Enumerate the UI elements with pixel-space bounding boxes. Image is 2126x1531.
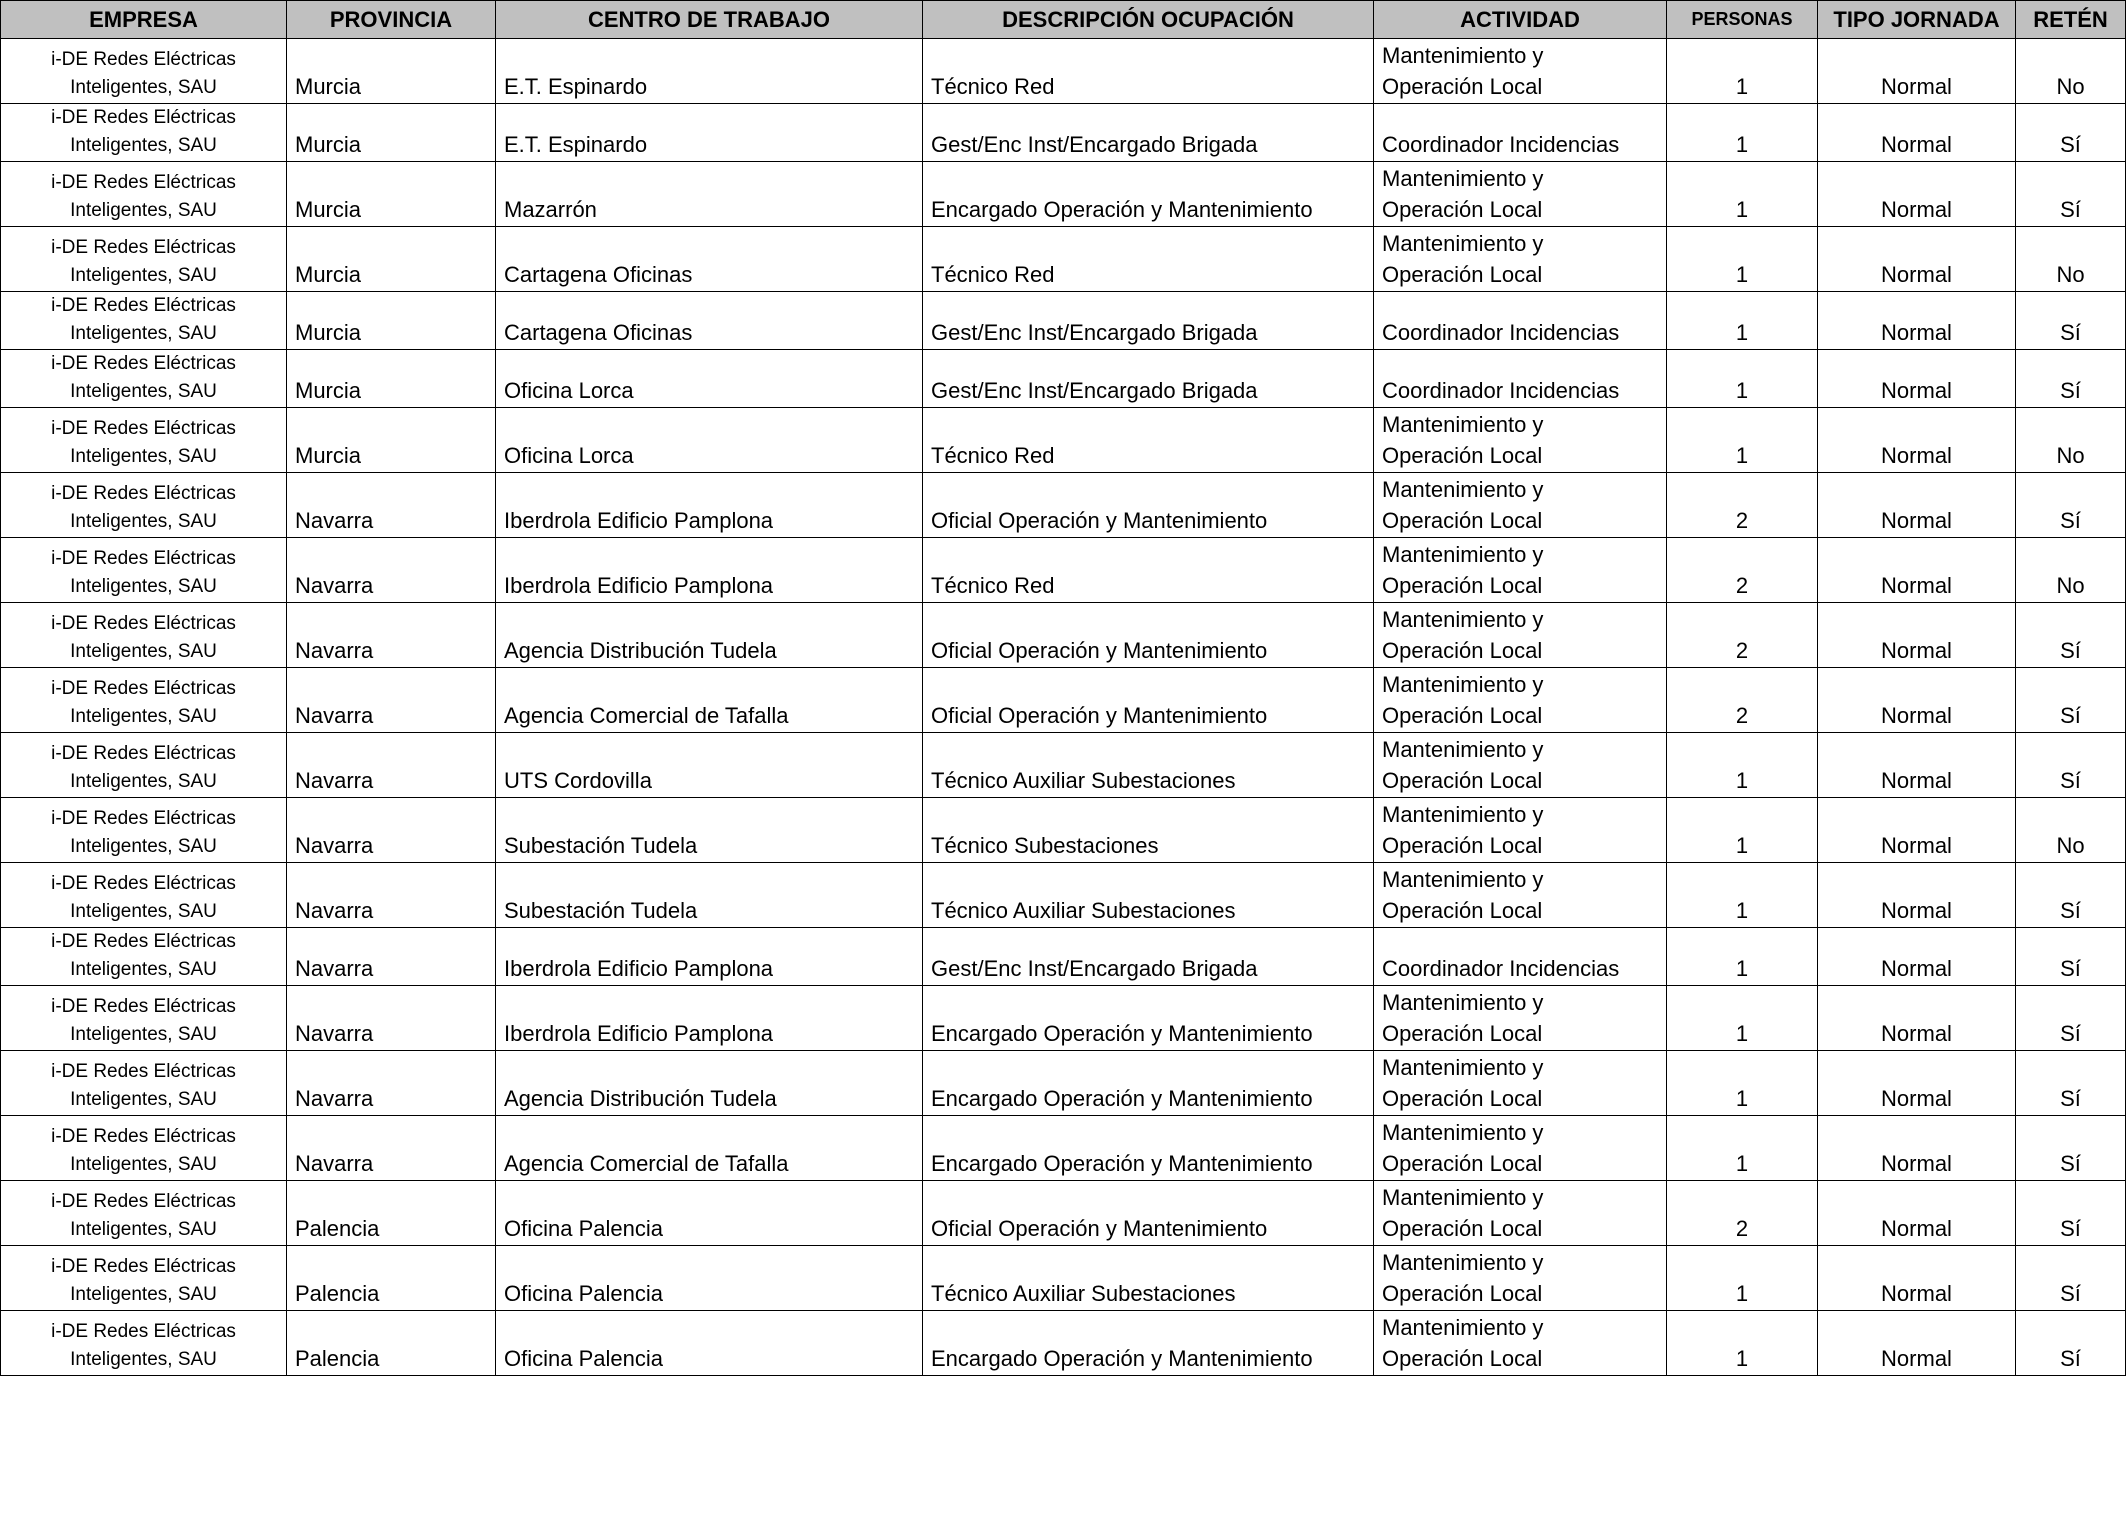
- cell-centro: Iberdrola Edificio Pamplona: [496, 928, 923, 986]
- empresa-line-1: i-DE Redes Eléctricas: [51, 1191, 236, 1212]
- cell-descripcion: Encargado Operación y Mantenimiento: [923, 162, 1374, 227]
- cell-actividad: [1374, 798, 1667, 863]
- cell-actividad: [1374, 538, 1667, 603]
- actividad-line-2: Operación Local: [1382, 1216, 1543, 1241]
- actividad-line-2: Operación Local: [1382, 508, 1543, 533]
- empresa-line-1: i-DE Redes Eléctricas: [51, 237, 236, 258]
- empresa-line-2: Inteligentes, SAU: [70, 959, 217, 980]
- cell-empresa: [1, 603, 287, 668]
- cell-actividad: [1374, 668, 1667, 733]
- cell-jornada: Normal: [1818, 603, 2016, 668]
- cell-centro: Cartagena Oficinas: [496, 292, 923, 350]
- cell-actividad: [1374, 603, 1667, 668]
- cell-actividad: [1374, 39, 1667, 104]
- actividad-line-1: Mantenimiento y: [1382, 1250, 1544, 1275]
- cell-centro: Iberdrola Edificio Pamplona: [496, 986, 923, 1051]
- cell-actividad: [1374, 1246, 1667, 1311]
- cell-actividad: [1374, 1116, 1667, 1181]
- cell-provincia: Navarra: [287, 668, 496, 733]
- cell-descripcion: Técnico Subestaciones: [923, 798, 1374, 863]
- actividad-line-1: Mantenimiento y: [1382, 477, 1544, 502]
- actividad-line-2: Operación Local: [1382, 703, 1543, 728]
- cell-empresa: [1, 798, 287, 863]
- actividad-line-2: Operación Local: [1382, 1021, 1543, 1046]
- empresa-line-1: i-DE Redes Eléctricas: [51, 678, 236, 699]
- actividad-line-2: Coordinador Incidencias: [1382, 320, 1620, 345]
- cell-personas: 1: [1667, 798, 1818, 863]
- actividad-line-2: Operación Local: [1382, 768, 1543, 793]
- cell-reten: Sí: [2016, 292, 2126, 350]
- cell-reten: No: [2016, 538, 2126, 603]
- empresa-line-2: Inteligentes, SAU: [70, 1284, 217, 1305]
- cell-provincia: Murcia: [287, 104, 496, 162]
- actividad-line-2: Operación Local: [1382, 1281, 1543, 1306]
- actividad-line-1: Mantenimiento y: [1382, 737, 1544, 762]
- cell-empresa: [1, 162, 287, 227]
- empresa-line-2: Inteligentes, SAU: [70, 381, 217, 402]
- cell-provincia: Navarra: [287, 986, 496, 1051]
- empresa-line-2: Inteligentes, SAU: [70, 1024, 217, 1045]
- cell-actividad: [1374, 928, 1667, 986]
- empresa-line-2: Inteligentes, SAU: [70, 641, 217, 662]
- cell-jornada: Normal: [1818, 350, 2016, 408]
- cell-centro: Mazarrón: [496, 162, 923, 227]
- actividad-line-1: Mantenimiento y: [1382, 231, 1544, 256]
- cell-reten: No: [2016, 408, 2126, 473]
- cell-personas: 2: [1667, 473, 1818, 538]
- actividad-line-2: Operación Local: [1382, 1346, 1543, 1371]
- empresa-line-2: Inteligentes, SAU: [70, 323, 217, 344]
- cell-jornada: Normal: [1818, 473, 2016, 538]
- actividad-line-2: Coordinador Incidencias: [1382, 956, 1620, 981]
- empresa-line-2: Inteligentes, SAU: [70, 1219, 217, 1240]
- cell-reten: Sí: [2016, 1116, 2126, 1181]
- cell-descripcion: Técnico Auxiliar Subestaciones: [923, 863, 1374, 928]
- cell-empresa: [1, 863, 287, 928]
- cell-personas: 1: [1667, 863, 1818, 928]
- empresa-line-2: Inteligentes, SAU: [70, 1349, 217, 1370]
- cell-personas: 1: [1667, 162, 1818, 227]
- cell-personas: 1: [1667, 733, 1818, 798]
- actividad-line-1: Mantenimiento y: [1382, 1055, 1544, 1080]
- cell-reten: Sí: [2016, 928, 2126, 986]
- actividad-line-2: Coordinador Incidencias: [1382, 378, 1620, 403]
- cell-personas: 1: [1667, 1311, 1818, 1376]
- actividad-line-1: Mantenimiento y: [1382, 542, 1544, 567]
- empresa-line-1: i-DE Redes Eléctricas: [51, 743, 236, 764]
- actividad-line-1: Mantenimiento y: [1382, 607, 1544, 632]
- cell-centro: E.T. Espinardo: [496, 104, 923, 162]
- cell-provincia: Navarra: [287, 733, 496, 798]
- header-centro: CENTRO DE TRABAJO: [496, 1, 923, 39]
- empresa-line-1: i-DE Redes Eléctricas: [51, 418, 236, 439]
- empresa-line-1: i-DE Redes Eléctricas: [51, 808, 236, 829]
- cell-reten: Sí: [2016, 350, 2126, 408]
- table-row: [1, 538, 2126, 603]
- cell-reten: Sí: [2016, 1181, 2126, 1246]
- cell-actividad: [1374, 350, 1667, 408]
- cell-empresa: [1, 1181, 287, 1246]
- cell-provincia: Murcia: [287, 408, 496, 473]
- cell-jornada: Normal: [1818, 1116, 2016, 1181]
- cell-centro: Subestación Tudela: [496, 798, 923, 863]
- actividad-line-1: Mantenimiento y: [1382, 867, 1544, 892]
- cell-centro: Agencia Comercial de Tafalla: [496, 1116, 923, 1181]
- cell-empresa: [1, 473, 287, 538]
- cell-reten: Sí: [2016, 162, 2126, 227]
- cell-provincia: Navarra: [287, 928, 496, 986]
- cell-descripcion: Gest/Enc Inst/Encargado Brigada: [923, 104, 1374, 162]
- cell-descripcion: Oficial Operación y Mantenimiento: [923, 473, 1374, 538]
- cell-reten: Sí: [2016, 863, 2126, 928]
- table-row: [1, 603, 2126, 668]
- table-row: [1, 1116, 2126, 1181]
- cell-centro: Oficina Palencia: [496, 1311, 923, 1376]
- table-row: [1, 668, 2126, 733]
- header-reten: RETÉN: [2016, 1, 2126, 39]
- empresa-line-2: Inteligentes, SAU: [70, 135, 217, 156]
- table-row: [1, 733, 2126, 798]
- cell-reten: Sí: [2016, 104, 2126, 162]
- cell-jornada: Normal: [1818, 863, 2016, 928]
- empresa-line-2: Inteligentes, SAU: [70, 77, 217, 98]
- actividad-line-2: Operación Local: [1382, 74, 1543, 99]
- table-row: [1, 408, 2126, 473]
- table-row: [1, 227, 2126, 292]
- table-row: [1, 986, 2126, 1051]
- cell-empresa: [1, 292, 287, 350]
- actividad-line-1: Mantenimiento y: [1382, 672, 1544, 697]
- cell-provincia: Murcia: [287, 39, 496, 104]
- cell-reten: Sí: [2016, 1311, 2126, 1376]
- header-actividad: ACTIVIDAD: [1374, 1, 1667, 39]
- empresa-line-1: i-DE Redes Eléctricas: [51, 613, 236, 634]
- cell-actividad: [1374, 1311, 1667, 1376]
- cell-jornada: Normal: [1818, 227, 2016, 292]
- cell-empresa: [1, 1116, 287, 1181]
- actividad-line-1: Mantenimiento y: [1382, 1120, 1544, 1145]
- empresa-line-1: i-DE Redes Eléctricas: [51, 548, 236, 569]
- empresa-line-2: Inteligentes, SAU: [70, 1089, 217, 1110]
- cell-personas: 2: [1667, 668, 1818, 733]
- actividad-line-2: Operación Local: [1382, 1086, 1543, 1111]
- empresa-line-1: i-DE Redes Eléctricas: [51, 996, 236, 1017]
- cell-centro: E.T. Espinardo: [496, 39, 923, 104]
- cell-descripcion: Técnico Red: [923, 408, 1374, 473]
- cell-descripcion: Técnico Red: [923, 39, 1374, 104]
- cell-personas: 2: [1667, 538, 1818, 603]
- actividad-line-2: Operación Local: [1382, 1151, 1543, 1176]
- empresa-line-1: i-DE Redes Eléctricas: [51, 483, 236, 504]
- header-row: [1, 1, 2126, 39]
- cell-descripcion: Encargado Operación y Mantenimiento: [923, 1311, 1374, 1376]
- table-row: [1, 39, 2126, 104]
- cell-descripcion: Técnico Auxiliar Subestaciones: [923, 733, 1374, 798]
- cell-personas: 1: [1667, 104, 1818, 162]
- cell-personas: 1: [1667, 408, 1818, 473]
- empresa-line-2: Inteligentes, SAU: [70, 836, 217, 857]
- empresa-line-2: Inteligentes, SAU: [70, 265, 217, 286]
- cell-jornada: Normal: [1818, 292, 2016, 350]
- cell-actividad: [1374, 227, 1667, 292]
- cell-reten: No: [2016, 39, 2126, 104]
- cell-provincia: Murcia: [287, 292, 496, 350]
- cell-jornada: Normal: [1818, 798, 2016, 863]
- table-body: [1, 39, 2126, 1376]
- cell-personas: 1: [1667, 39, 1818, 104]
- cell-descripcion: Técnico Red: [923, 538, 1374, 603]
- table-row: [1, 104, 2126, 162]
- cell-centro: Iberdrola Edificio Pamplona: [496, 473, 923, 538]
- cell-centro: Agencia Distribución Tudela: [496, 1051, 923, 1116]
- cell-descripcion: Encargado Operación y Mantenimiento: [923, 1116, 1374, 1181]
- cell-actividad: [1374, 408, 1667, 473]
- actividad-line-2: Operación Local: [1382, 262, 1543, 287]
- actividad-line-2: Operación Local: [1382, 638, 1543, 663]
- cell-reten: Sí: [2016, 603, 2126, 668]
- cell-provincia: Navarra: [287, 473, 496, 538]
- empresa-line-1: i-DE Redes Eléctricas: [51, 107, 236, 128]
- cell-actividad: [1374, 1181, 1667, 1246]
- cell-personas: 1: [1667, 227, 1818, 292]
- cell-reten: Sí: [2016, 733, 2126, 798]
- actividad-line-1: Mantenimiento y: [1382, 43, 1544, 68]
- cell-centro: Subestación Tudela: [496, 863, 923, 928]
- cell-descripcion: Gest/Enc Inst/Encargado Brigada: [923, 928, 1374, 986]
- cell-provincia: Navarra: [287, 798, 496, 863]
- cell-empresa: [1, 986, 287, 1051]
- actividad-line-1: Mantenimiento y: [1382, 166, 1544, 191]
- cell-actividad: [1374, 1051, 1667, 1116]
- empresa-line-2: Inteligentes, SAU: [70, 771, 217, 792]
- empresa-line-1: i-DE Redes Eléctricas: [51, 1061, 236, 1082]
- header-descripcion: DESCRIPCIÓN OCUPACIÓN: [923, 1, 1374, 39]
- empresa-line-2: Inteligentes, SAU: [70, 200, 217, 221]
- cell-centro: Cartagena Oficinas: [496, 227, 923, 292]
- table-row: [1, 798, 2126, 863]
- cell-personas: 1: [1667, 928, 1818, 986]
- empresa-line-2: Inteligentes, SAU: [70, 576, 217, 597]
- cell-descripcion: Gest/Enc Inst/Encargado Brigada: [923, 350, 1374, 408]
- cell-descripcion: Oficial Operación y Mantenimiento: [923, 603, 1374, 668]
- cell-actividad: [1374, 162, 1667, 227]
- cell-provincia: Palencia: [287, 1311, 496, 1376]
- cell-empresa: [1, 1311, 287, 1376]
- cell-centro: Iberdrola Edificio Pamplona: [496, 538, 923, 603]
- cell-actividad: [1374, 473, 1667, 538]
- empresa-line-1: i-DE Redes Eléctricas: [51, 49, 236, 70]
- cell-provincia: Murcia: [287, 227, 496, 292]
- empresa-line-1: i-DE Redes Eléctricas: [51, 172, 236, 193]
- actividad-line-1: Mantenimiento y: [1382, 1185, 1544, 1210]
- actividad-line-1: Mantenimiento y: [1382, 990, 1544, 1015]
- cell-empresa: [1, 1246, 287, 1311]
- cell-reten: Sí: [2016, 473, 2126, 538]
- cell-jornada: Normal: [1818, 928, 2016, 986]
- cell-reten: Sí: [2016, 1246, 2126, 1311]
- cell-empresa: [1, 104, 287, 162]
- cell-centro: Oficina Lorca: [496, 350, 923, 408]
- cell-empresa: [1, 350, 287, 408]
- cell-actividad: [1374, 104, 1667, 162]
- header-provincia: PROVINCIA: [287, 1, 496, 39]
- cell-provincia: Navarra: [287, 603, 496, 668]
- table-row: [1, 473, 2126, 538]
- empresa-line-1: i-DE Redes Eléctricas: [51, 1126, 236, 1147]
- actividad-line-2: Operación Local: [1382, 898, 1543, 923]
- cell-jornada: Normal: [1818, 1181, 2016, 1246]
- cell-actividad: [1374, 863, 1667, 928]
- cell-reten: Sí: [2016, 1051, 2126, 1116]
- table-row: [1, 292, 2126, 350]
- empresa-line-1: i-DE Redes Eléctricas: [51, 873, 236, 894]
- cell-descripcion: Encargado Operación y Mantenimiento: [923, 986, 1374, 1051]
- cell-personas: 1: [1667, 350, 1818, 408]
- cell-empresa: [1, 733, 287, 798]
- cell-jornada: Normal: [1818, 733, 2016, 798]
- cell-provincia: Murcia: [287, 162, 496, 227]
- actividad-line-1: Mantenimiento y: [1382, 802, 1544, 827]
- header-empresa: EMPRESA: [1, 1, 287, 39]
- cell-centro: UTS Cordovilla: [496, 733, 923, 798]
- table-row: [1, 350, 2126, 408]
- actividad-line-1: Mantenimiento y: [1382, 1315, 1544, 1340]
- cell-reten: Sí: [2016, 986, 2126, 1051]
- cell-centro: Agencia Distribución Tudela: [496, 603, 923, 668]
- actividad-line-2: Coordinador Incidencias: [1382, 132, 1620, 157]
- table-row: [1, 863, 2126, 928]
- cell-descripcion: Técnico Auxiliar Subestaciones: [923, 1246, 1374, 1311]
- cell-reten: No: [2016, 227, 2126, 292]
- empresa-line-2: Inteligentes, SAU: [70, 446, 217, 467]
- cell-jornada: Normal: [1818, 408, 2016, 473]
- cell-descripcion: Encargado Operación y Mantenimiento: [923, 1051, 1374, 1116]
- cell-actividad: [1374, 986, 1667, 1051]
- cell-descripcion: Gest/Enc Inst/Encargado Brigada: [923, 292, 1374, 350]
- cell-reten: Sí: [2016, 668, 2126, 733]
- cell-jornada: Normal: [1818, 1051, 2016, 1116]
- cell-empresa: [1, 538, 287, 603]
- cell-personas: 1: [1667, 1246, 1818, 1311]
- empresa-line-2: Inteligentes, SAU: [70, 1154, 217, 1175]
- table-row: [1, 1311, 2126, 1376]
- cell-actividad: [1374, 733, 1667, 798]
- cell-empresa: [1, 408, 287, 473]
- actividad-line-2: Operación Local: [1382, 197, 1543, 222]
- actividad-line-1: Mantenimiento y: [1382, 412, 1544, 437]
- cell-provincia: Palencia: [287, 1246, 496, 1311]
- cell-empresa: [1, 928, 287, 986]
- empresa-line-1: i-DE Redes Eléctricas: [51, 1321, 236, 1342]
- cell-provincia: Navarra: [287, 863, 496, 928]
- cell-descripcion: Técnico Red: [923, 227, 1374, 292]
- cell-provincia: Navarra: [287, 1116, 496, 1181]
- cell-provincia: Murcia: [287, 350, 496, 408]
- cell-personas: 1: [1667, 1116, 1818, 1181]
- table-row: [1, 162, 2126, 227]
- cell-provincia: Navarra: [287, 1051, 496, 1116]
- cell-descripcion: Oficial Operación y Mantenimiento: [923, 1181, 1374, 1246]
- cell-empresa: [1, 227, 287, 292]
- cell-jornada: Normal: [1818, 39, 2016, 104]
- cell-empresa: [1, 668, 287, 733]
- table-row: [1, 928, 2126, 986]
- cell-empresa: [1, 1051, 287, 1116]
- table-row: [1, 1181, 2126, 1246]
- actividad-line-2: Operación Local: [1382, 443, 1543, 468]
- table-row: [1, 1246, 2126, 1311]
- cell-personas: 1: [1667, 986, 1818, 1051]
- cell-centro: Oficina Palencia: [496, 1246, 923, 1311]
- cell-personas: 2: [1667, 1181, 1818, 1246]
- cell-personas: 1: [1667, 1051, 1818, 1116]
- cell-provincia: Navarra: [287, 538, 496, 603]
- header-tipo-jornada: TIPO JORNADA: [1818, 1, 2016, 39]
- cell-provincia: Palencia: [287, 1181, 496, 1246]
- cell-jornada: Normal: [1818, 104, 2016, 162]
- cell-centro: Oficina Lorca: [496, 408, 923, 473]
- header-personas: PERSONAS: [1667, 1, 1818, 39]
- empresa-line-2: Inteligentes, SAU: [70, 706, 217, 727]
- empresa-line-2: Inteligentes, SAU: [70, 511, 217, 532]
- cell-descripcion: Oficial Operación y Mantenimiento: [923, 668, 1374, 733]
- empresa-line-1: i-DE Redes Eléctricas: [51, 353, 236, 374]
- cell-jornada: Normal: [1818, 1311, 2016, 1376]
- cell-jornada: Normal: [1818, 668, 2016, 733]
- actividad-line-2: Operación Local: [1382, 833, 1543, 858]
- cell-jornada: Normal: [1818, 986, 2016, 1051]
- actividad-line-2: Operación Local: [1382, 573, 1543, 598]
- empresa-line-1: i-DE Redes Eléctricas: [51, 295, 236, 316]
- empresa-line-1: i-DE Redes Eléctricas: [51, 1256, 236, 1277]
- cell-personas: 2: [1667, 603, 1818, 668]
- cell-centro: Agencia Comercial de Tafalla: [496, 668, 923, 733]
- empresa-line-2: Inteligentes, SAU: [70, 901, 217, 922]
- cell-empresa: [1, 39, 287, 104]
- cell-jornada: Normal: [1818, 162, 2016, 227]
- cell-reten: No: [2016, 798, 2126, 863]
- empresa-line-1: i-DE Redes Eléctricas: [51, 931, 236, 952]
- cell-centro: Oficina Palencia: [496, 1181, 923, 1246]
- cell-jornada: Normal: [1818, 1246, 2016, 1311]
- cell-actividad: [1374, 292, 1667, 350]
- cell-jornada: Normal: [1818, 538, 2016, 603]
- cell-personas: 1: [1667, 292, 1818, 350]
- table-row: [1, 1051, 2126, 1116]
